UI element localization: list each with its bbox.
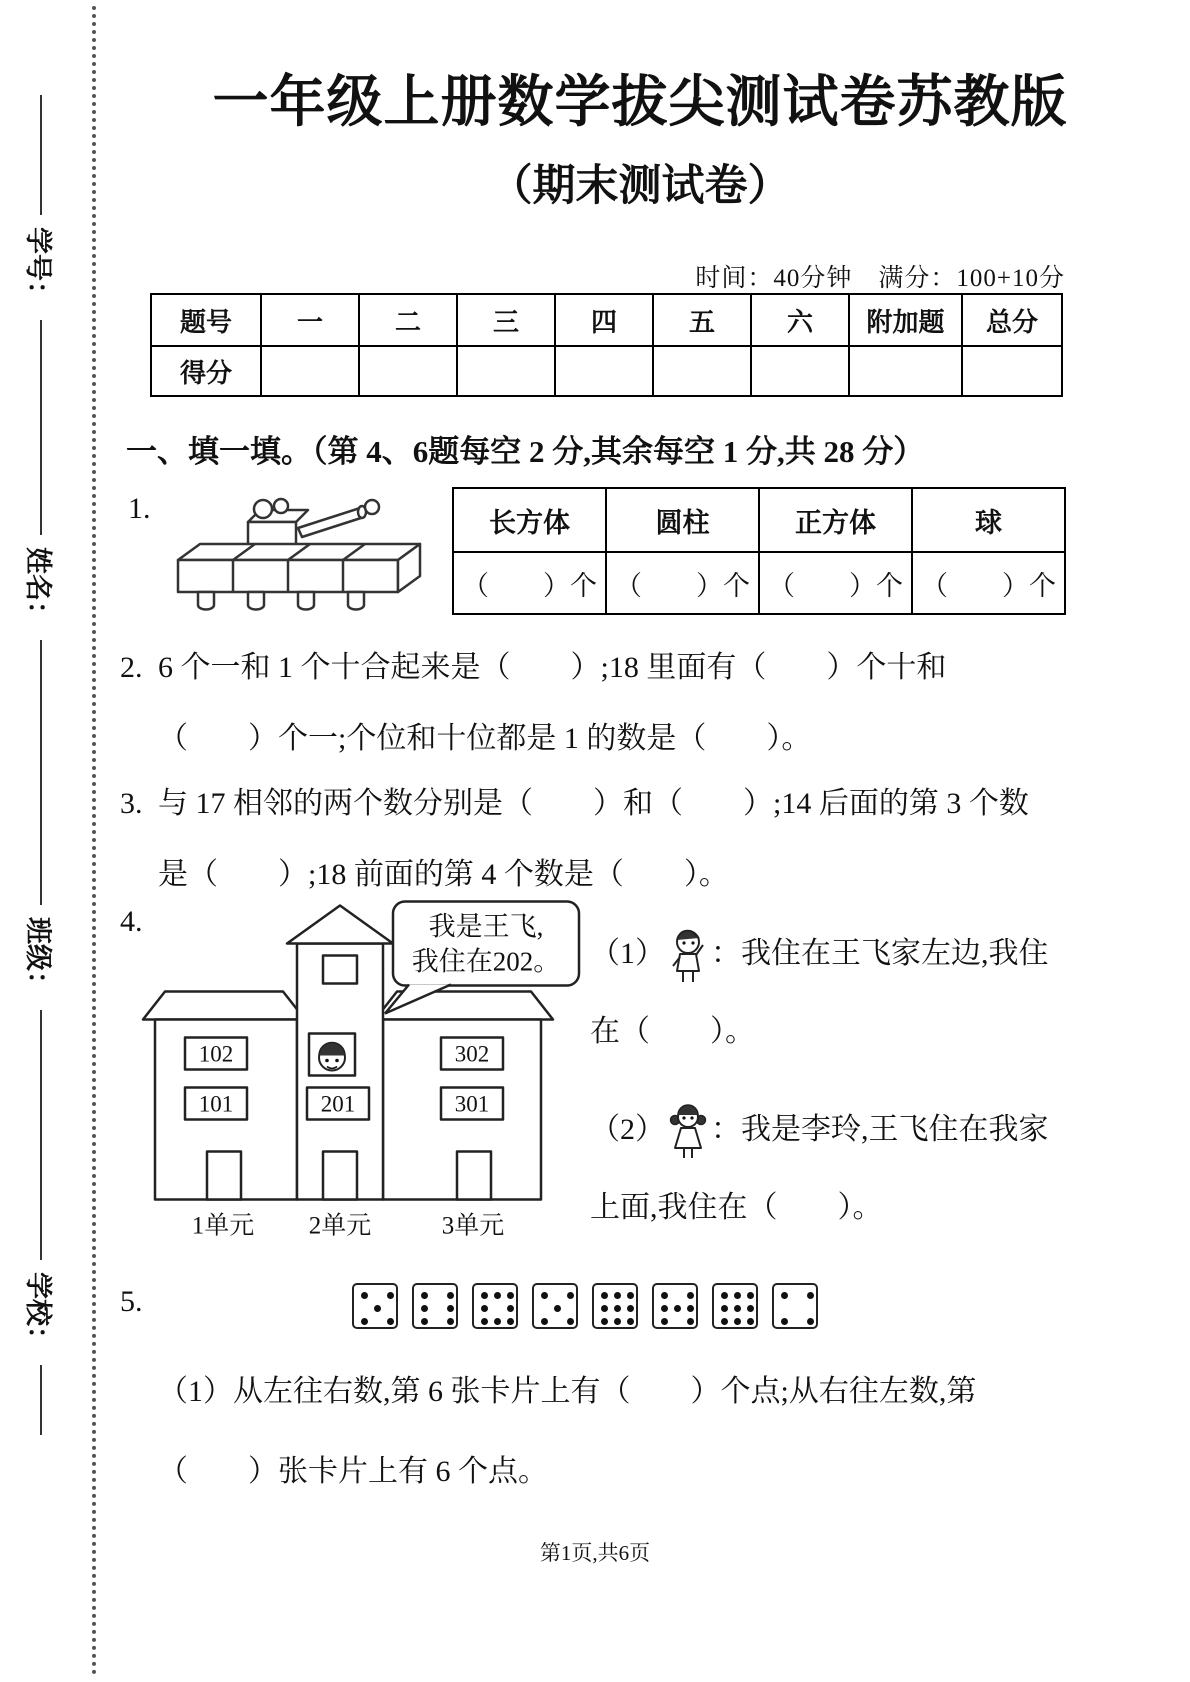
score-blank-cell (457, 346, 555, 396)
dot-cards (352, 1283, 818, 1329)
wangfei-face-icon (319, 1043, 345, 1071)
room-number-101: 101 (198, 1091, 234, 1117)
page-subtitle: （期末测试卷） (489, 163, 791, 210)
score-row-label: 得分 (151, 346, 261, 396)
shape-count-cell: （ ）个 (759, 552, 912, 614)
tank-shapes-illustration (148, 480, 438, 635)
shape-count-cell: （ ）个 (606, 552, 759, 614)
bubble-line-2: 我住在202。 (411, 946, 561, 977)
part-number: （1） (590, 937, 665, 970)
score-blank-cell (261, 346, 359, 396)
shape-header-cell: 正方体 (759, 488, 912, 552)
part-number: （2） (590, 1113, 665, 1146)
tower-roof (287, 906, 393, 944)
door (457, 1152, 491, 1200)
q5-number: 5. (120, 1285, 143, 1318)
q2-text: 6 个一和 1 个十合起来是（ ）;18 里面有（ ）个十和（ ）个一;个位和十位都是 1 的数是（ ）。 (158, 651, 947, 755)
margin-blank-line (40, 1365, 42, 1435)
foot-cylinder (298, 592, 314, 610)
q4-subquestions (590, 915, 1070, 1267)
barrel-cylinder (298, 508, 364, 537)
room-number-302: 302 (454, 1041, 490, 1067)
part-text: ：我住在王飞家左边,我住在（ ）。 (590, 937, 1049, 1048)
question-2 (120, 632, 1038, 774)
score-header-cell: 六 (751, 294, 849, 346)
sphere-1 (254, 500, 272, 518)
class-label: 班级： (23, 917, 54, 998)
margin-blank-line (40, 1010, 42, 1260)
question-3 (120, 768, 1038, 910)
dot-card (352, 1283, 398, 1329)
margin-blank-line (40, 320, 42, 535)
shape-count-cell: （ ）个 (912, 552, 1065, 614)
q5-text: （1）从左往右数,第 6 张卡片上有（ ）个点;从右往左数,第（ ）张卡片上有 6 个点。 (158, 1375, 977, 1488)
margin-blank-line (40, 95, 42, 215)
margin-blank-line (40, 640, 42, 905)
q1-number: 1. (128, 492, 151, 525)
shape-header-row (453, 488, 1065, 552)
tower-window (323, 956, 357, 984)
score-header-cell: 五 (653, 294, 751, 346)
score-value-row (151, 346, 1062, 396)
shape-header-cell: 长方体 (453, 488, 606, 552)
score-header-cell: 二 (359, 294, 457, 346)
score-header-cell: 总分 (962, 294, 1062, 346)
room-number-102: 102 (198, 1041, 234, 1067)
building-illustration (135, 895, 605, 1260)
foot-cylinder (248, 592, 264, 610)
left-roof (143, 992, 305, 1020)
score-blank-cell (653, 346, 751, 396)
shape-header-cell: 圆柱 (606, 488, 759, 552)
page-footer: 第1页,共6页 (539, 1541, 651, 1565)
score-blank-cell (555, 346, 653, 396)
shape-count-table (452, 487, 1066, 615)
score-blank-cell (849, 346, 962, 396)
page-title: 一年级上册数学拔尖测试卷苏教版 (212, 70, 1068, 133)
part-text: ：我是李玲,王飞住在我家上面,我住在（ ）。 (590, 1113, 1049, 1224)
margin-strip (18, 95, 64, 1555)
dot-card (652, 1283, 698, 1329)
score-header-cell: 题号 (151, 294, 261, 346)
student-id-label: 学号： (23, 227, 54, 308)
margin-dotted-rule (92, 6, 96, 1676)
score-header-cell: 一 (261, 294, 359, 346)
sphere-2 (274, 499, 288, 513)
dot-card (712, 1283, 758, 1329)
foot-cylinder (348, 592, 364, 610)
score-header-cell: 四 (555, 294, 653, 346)
section1-heading: 一、填一填。（第 4、6题每空 2 分,其余每空 1 分,共 28 分） (126, 434, 925, 469)
shape-count-cell: （ ）个 (453, 552, 606, 614)
bubble-line-1: 我是王飞, (428, 911, 544, 942)
foot-cylinder (198, 592, 214, 610)
score-header-cell: 三 (457, 294, 555, 346)
q4-number: 4. (120, 905, 143, 938)
score-blank-cell (751, 346, 849, 396)
dot-card (472, 1283, 518, 1329)
exam-meta: 时间：40分钟 满分：100+10分 (695, 265, 1065, 292)
q2-number: 2. (120, 651, 143, 684)
door (323, 1152, 357, 1200)
q3-text: 与 17 相邻的两个数分别是（ ）和（ ）;14 后面的第 3 个数是（ ）;18 前面的第 4 个数是（ ）。 (158, 787, 1029, 891)
door (207, 1152, 241, 1200)
dot-card (532, 1283, 578, 1329)
unit-label-1: 1单元 (191, 1212, 255, 1240)
score-table (150, 293, 1063, 397)
score-blank-cell (359, 346, 457, 396)
shape-count-row (453, 552, 1065, 614)
sphere-tip (365, 500, 379, 514)
q4-part-2 (590, 1091, 1070, 1247)
boy-icon (667, 927, 709, 985)
q4-part-1 (590, 915, 1070, 1071)
dot-card (772, 1283, 818, 1329)
score-header-row (151, 294, 1062, 346)
q3-number: 3. (120, 787, 143, 820)
name-label: 姓名： (23, 547, 54, 628)
dot-card (412, 1283, 458, 1329)
score-header-cell: 附加题 (849, 294, 962, 346)
unit-label-3: 3单元 (441, 1212, 505, 1240)
school-label: 学校： (23, 1272, 54, 1353)
unit-label-2: 2单元 (308, 1212, 372, 1240)
score-blank-cell (962, 346, 1062, 396)
room-number-301: 301 (454, 1091, 490, 1117)
dot-card (592, 1283, 638, 1329)
shape-header-cell: 球 (912, 488, 1065, 552)
girl-icon (667, 1103, 709, 1161)
room-number-201: 201 (320, 1091, 356, 1117)
